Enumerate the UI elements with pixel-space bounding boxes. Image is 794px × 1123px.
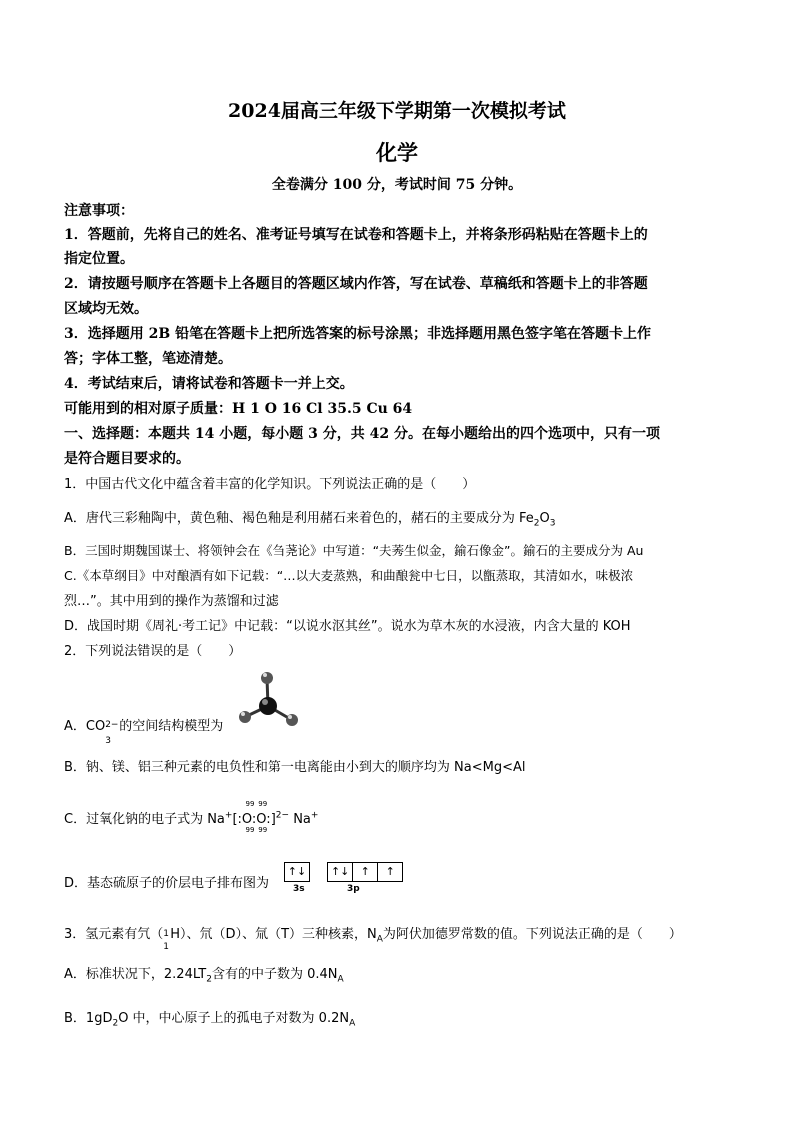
q2-stem: 2．下列说法错误的是（ ） [64,644,242,659]
q2-a-post: 的空间结构模型为 [119,719,224,734]
q2-c-dots-bot-1: 99 [245,826,255,834]
q1-option-b: B．三国时期魏国谋士、将领钟会在《刍荛论》中写道：“夫莠生似金，鍮石像金”。鍮石的主要成分为 Au [64,543,644,558]
q2-c-plus: + [224,810,233,821]
q3-na-sub: A [376,934,383,945]
q3-a-mid: 含有的中子数为 0.4N [211,967,338,982]
q3-option-a [64,963,344,985]
q3-a-pre: A．标准状况下，2.24LT [64,967,207,982]
c-atom-center [259,697,277,715]
q2-option-a [64,715,224,746]
notice-item-4: 4．考试结束后，请将试卷和答题卡一并上交。 [64,376,354,392]
q1-option-d: D．战国时期《周礼·考工记》中记载：“以说水沤其丝”。说水为草木灰的水浸液，内含大量的 KOH [64,619,631,634]
notice-item-3b: 答；字体工整，笔迹清楚。 [64,351,232,367]
q2-c-o2: O: [256,812,271,827]
notice-item-1b: 指定位置。 [64,251,134,267]
q3-a-sub: 2 [206,974,212,985]
q2-c-na2: Na [293,812,311,827]
page-title: 2024届高三年级下学期第一次模拟考试 [228,100,566,122]
q1-option-c-1: C.《本草纲目》中对酿酒有如下记载：“…以大麦蒸熟，和曲酿瓮中七日，以甑蒸取，其清如水，味极浓 [64,568,634,583]
q3-stem [64,923,682,952]
o-atom-right [286,714,298,726]
q2-c-pre: C．过氧化钠的电子式为 Na [64,812,225,827]
q2-a-sub: 3 [105,736,111,746]
q3-b-pre: B．1gD [64,1011,113,1026]
orbital-label-3p: 3p [347,883,360,894]
q2-d-pre: D．基态硫原子的价层电子排布图为 [64,876,270,891]
q1-a-text: A．唐代三彩釉陶中，黄色釉、褐色釉是利用赭石来着色的，赭石的主要成分为 Fe [64,511,534,526]
q1-stem: 1．中国古代文化中蕴含着丰富的化学知识。下列说法正确的是（ ） [64,477,476,492]
q2-option-c [64,800,319,834]
q1-a-sub1: 2 [533,518,540,529]
q2-c-dots-top-1: 99 [245,800,255,808]
notice-item-3a: 3．选择题用 2B 铅笔在答题卡上把所选答案的标号涂黑；非选择题用黑色签字笔在答题卡上作 [64,326,652,342]
q2-c-bracket-open: [ [232,812,238,827]
notice-item-2a: 2．请按题号顺序在答题卡上各题目的答题区域内作答，写在试卷、草稿纸和答题卡上的非答题 [64,276,648,292]
q3-option-b [64,1007,355,1029]
notice-heading: 注意事项： [64,203,134,219]
orbital-diagram [285,861,403,894]
q2-a-sup: 2− [105,720,119,730]
section-heading-1: 一、选择题：本题共 14 小题，每小题 3 分，共 42 分。在每小题给出的四个选项中，只有一项 [64,426,660,442]
q2-c-o1: :O: [237,812,257,827]
orbital-3s-box: ↑↓ [284,862,310,882]
notice-item-1a: 1．答题前，先将自己的姓名、准考证号填写在试卷和答题卡上，并将条形码粘贴在答题卡上的 [64,227,648,243]
q3-b-mid: O 中，中心原子上的孤电子对数为 0.2N [118,1011,350,1026]
full-mark-info: 全卷满分 100 分，考试时间 75 分钟。 [271,177,523,193]
co3-molecule-model [237,670,303,732]
q2-a-pre: A．CO [64,719,106,734]
q3-b-sub2: A [349,1018,356,1029]
q3-iso-sub: 1 [163,942,170,952]
q1-a-sub2: 3 [549,518,556,529]
q1-a-o: O [539,511,550,526]
q3-a-sub2: A [337,974,344,985]
orbital-3p-box-3: ↑ [377,862,403,882]
section-heading-2: 是符合题目要求的。 [64,451,190,467]
o-atom-left [239,711,251,723]
q2-c-charge: 2− [275,810,290,821]
q1-option-a [64,507,556,529]
o-atom-top [261,672,273,684]
q2-c-dots-bot-2: 99 [258,826,268,834]
q3-stem-post: H）、氘（D）、氚（T）三种核素，N [170,927,377,942]
q2-option-d [64,872,269,891]
notice-item-2b: 区域均无效。 [64,301,148,317]
q2-c-plus2: + [310,810,319,821]
q2-c-dots-top-2: 99 [258,800,268,808]
q3-stem-pre: 3．氢元素有氕（ [64,927,164,942]
orbital-3p-box-2: ↑ [352,862,378,882]
q3-iso-sup: 1 [163,929,170,939]
subject-title: 化学 [376,140,418,165]
orbital-3p-box-1: ↑↓ [327,862,353,882]
orbital-label-3s: 3s [293,883,305,894]
q3-b-sub: 2 [112,1018,119,1029]
q2-option-b: B．钠、镁、铝三种元素的电负性和第一电离能由小到大的顺序均为 Na<Mg<Al [64,760,526,775]
q1-option-c-2: 烈…”。其中用到的操作为蒸馏和过滤 [64,594,279,609]
q2-c-bracket-close: ] [270,812,276,827]
q3-stem-end: 为阿伏加德罗常数的值。下列说法正确的是（ ） [382,927,682,942]
atomic-masses: 可能用到的相对原子质量：H 1 O 16 Cl 35.5 Cu 64 [64,401,413,417]
